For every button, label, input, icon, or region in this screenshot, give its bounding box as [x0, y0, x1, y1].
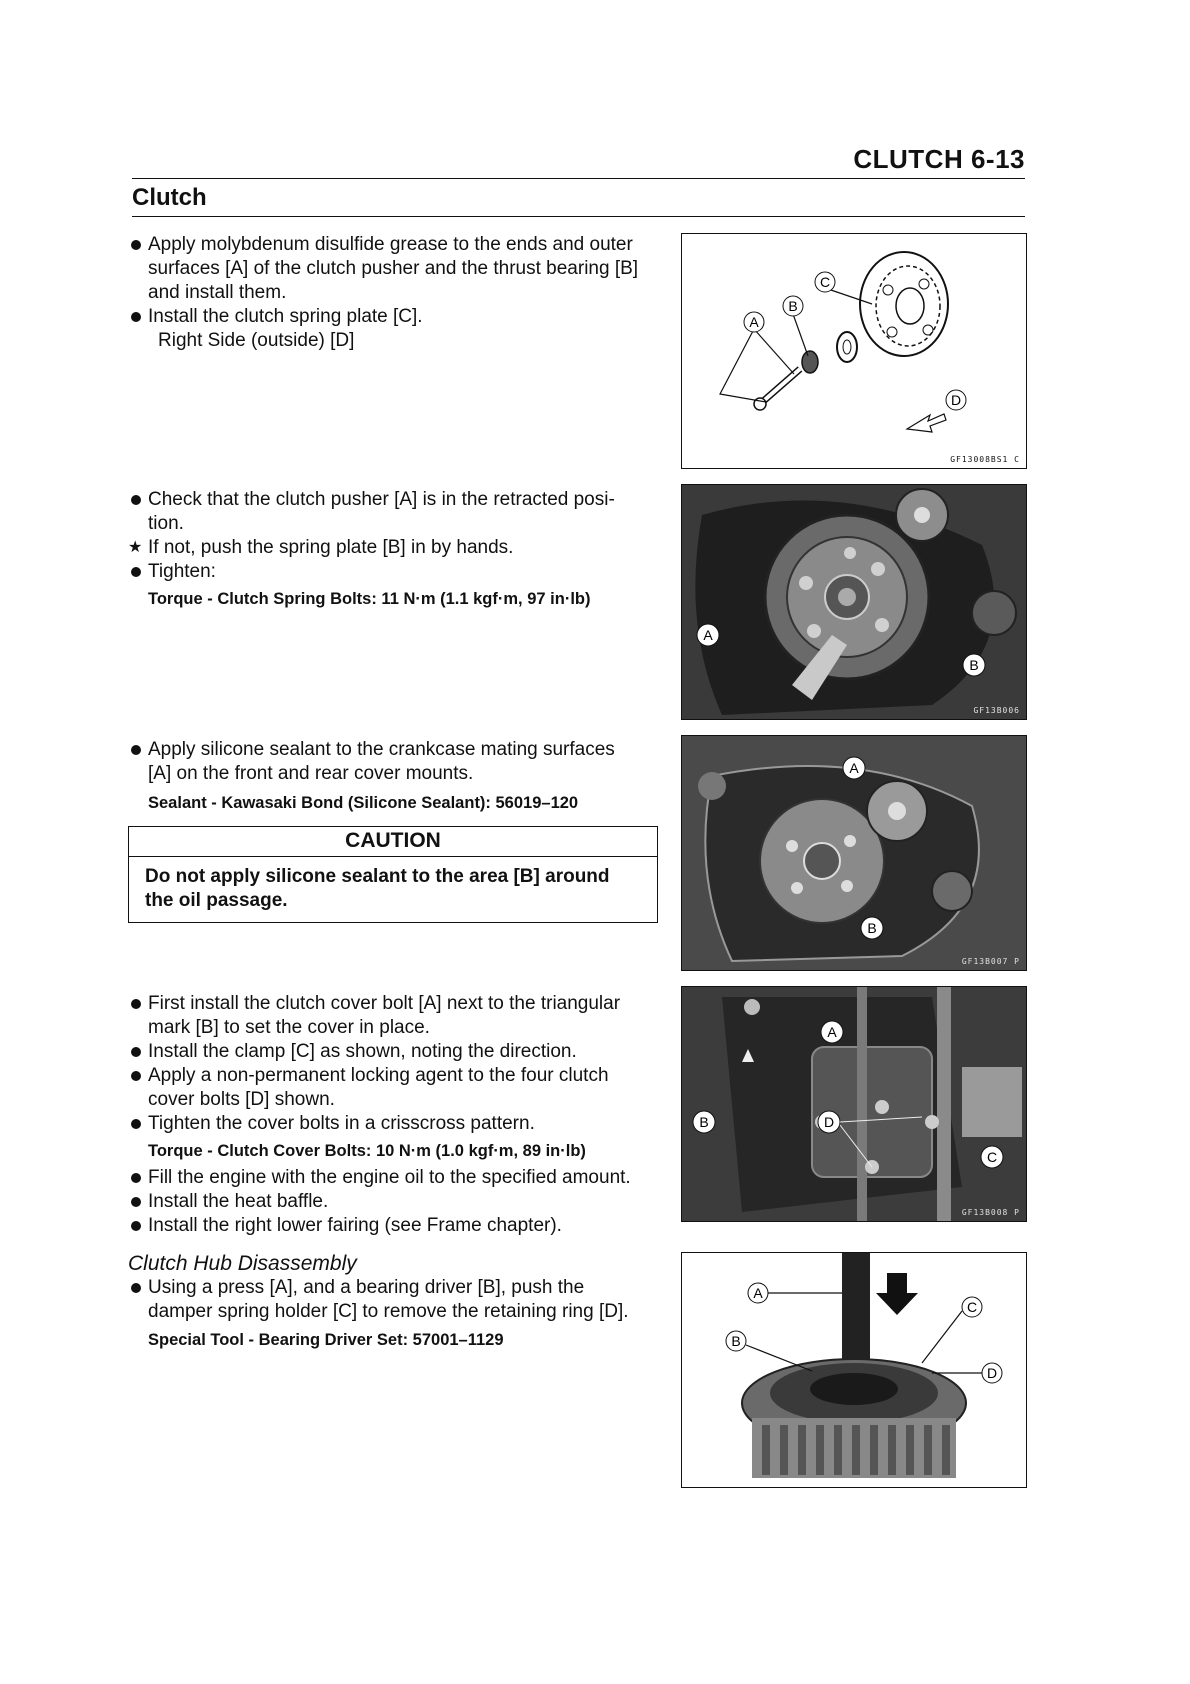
callout-b: B	[731, 1333, 741, 1349]
instruction-line: Install the clamp [C] as shown, noting the direction.	[128, 1040, 660, 1064]
callout-d: D	[986, 1365, 998, 1381]
torque-spec: Torque - Clutch Cover Bolts: 10 N·m (1.0 kgf·m, 89 in·lb)	[148, 1142, 586, 1160]
caution-line: Do not apply silicone sealant to the area [B] around	[145, 866, 610, 887]
sealant-spec: Sealant - Kawasaki Bond (Silicone Sealant): 56019–120	[148, 794, 579, 812]
instruction-line: Right Side (outside) [D]	[158, 330, 355, 351]
callout-d: D	[950, 392, 962, 408]
caution-box	[128, 826, 658, 923]
step-sealant	[128, 738, 660, 815]
instruction-line: First install the clutch cover bolt [A] next to the triangular	[128, 992, 660, 1016]
callout-c: C	[966, 1299, 978, 1315]
caution-title: CAUTION	[129, 827, 657, 857]
pusher-drawing	[754, 369, 800, 410]
instruction-line: Check that the clutch pusher [A] is in the retracted posi-	[128, 488, 660, 512]
figure-code: GF13B008 P	[961, 1208, 1020, 1217]
section-rule	[132, 216, 1025, 217]
instruction-line: damper spring holder [C] to remove the retaining ring [D].	[148, 1301, 629, 1322]
instruction-line: Tighten the cover bolts in a crisscross pattern.	[128, 1112, 660, 1136]
instruction-line: Fill the engine with the engine oil to the specified amount.	[128, 1166, 660, 1190]
callout-a: A	[749, 314, 759, 330]
instruction-line: Install the heat baffle.	[128, 1190, 660, 1214]
instruction-line: Using a press [A], and a bearing driver [B], push the	[128, 1276, 660, 1300]
instruction-line: surfaces [A] of the clutch pusher and the thrust bearing [B]	[148, 258, 639, 279]
header-rule	[132, 178, 1025, 179]
step-pusher-install	[128, 233, 660, 353]
callout-c: C	[986, 1149, 998, 1165]
figure-pusher-photo	[681, 484, 1027, 720]
instruction-line: Apply a non-permanent locking agent to the four clutch	[128, 1064, 660, 1088]
instruction-line: and install them.	[148, 282, 287, 303]
instruction-line: Apply silicone sealant to the crankcase mating surfaces	[128, 738, 660, 762]
instruction-line: tion.	[148, 513, 184, 534]
callout-b: B	[788, 298, 798, 314]
callout-a: A	[849, 760, 859, 776]
page-title: CLUTCH 6-13	[853, 144, 1025, 174]
figure-cover-photo	[681, 986, 1027, 1222]
instruction-line: [A] on the front and rear cover mounts.	[148, 763, 474, 784]
figure-code: GF13B007 P	[961, 957, 1020, 966]
figure-code: GF13B006	[973, 706, 1020, 715]
torque-spec: Torque - Clutch Spring Bolts: 11 N·m (1.1 kgf·m, 97 in·lb)	[148, 590, 591, 608]
instruction-line: mark [B] to set the cover in place.	[148, 1017, 430, 1038]
instruction-line: Tighten:	[128, 560, 660, 584]
caution-line: the oil passage.	[145, 890, 288, 911]
step-hub-disassembly	[128, 1252, 660, 1352]
callout-b: B	[969, 657, 979, 673]
instruction-line: Install the right lower fairing (see Frame chapter).	[128, 1214, 660, 1238]
direction-arrow-icon	[907, 414, 946, 432]
crankcase-photo	[682, 736, 1026, 970]
figure-press-photo	[681, 1252, 1027, 1488]
clutch-photo	[682, 485, 1026, 719]
figure-sealant-photo	[681, 735, 1027, 971]
figure-code: GF13008BS1 C	[950, 455, 1020, 464]
hub-press-photo	[682, 1253, 1026, 1487]
callout-d: D	[823, 1114, 835, 1130]
instruction-line: cover bolts [D] shown.	[148, 1089, 335, 1110]
section-title: Clutch	[132, 184, 207, 211]
clutch-cover-photo	[682, 987, 1026, 1221]
callout-c: C	[819, 274, 831, 290]
pusher-diagram	[682, 234, 1026, 468]
conditional-line: ★ If not, push the spring plate [B] in by hands.	[128, 536, 660, 560]
instruction-line: Apply molybdenum disulfide grease to the ends and outer	[128, 233, 660, 257]
subsection-heading: Clutch Hub Disassembly	[128, 1252, 357, 1275]
callout-b: B	[867, 920, 877, 936]
callout-b: B	[699, 1114, 709, 1130]
figure-pusher-diagram	[681, 233, 1027, 469]
callout-a: A	[753, 1285, 763, 1301]
tool-spec: Special Tool - Bearing Driver Set: 57001–1129	[148, 1331, 504, 1349]
callout-a: A	[827, 1024, 837, 1040]
step-cover-install	[128, 992, 660, 1238]
instruction-line: Install the clutch spring plate [C].	[128, 305, 660, 329]
spring-plate-drawing	[860, 252, 948, 356]
callout-a: A	[703, 627, 713, 643]
step-pusher-check	[128, 488, 660, 611]
